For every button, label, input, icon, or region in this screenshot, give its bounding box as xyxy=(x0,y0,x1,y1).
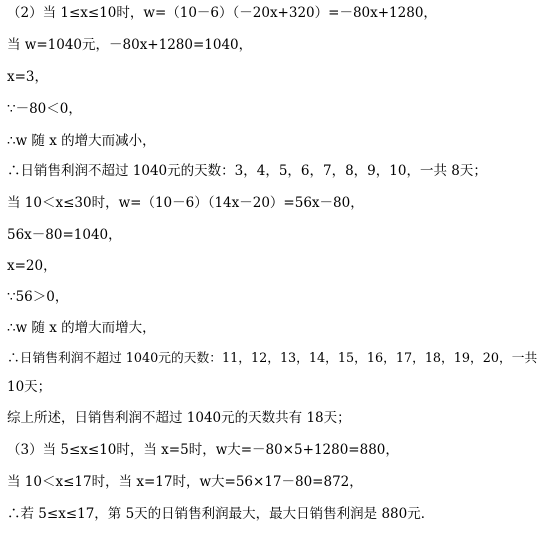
solution-line-10: ∵56＞0， xyxy=(7,289,69,305)
solution-line-16: 当 10＜x≤17时，当 x=17时，w大=56×17－80=872， xyxy=(7,474,363,490)
solution-line-4: ∵－80＜0， xyxy=(7,101,82,117)
solution-line-3: x=3， xyxy=(7,69,49,85)
solution-line-7: 当 10＜x≤30时，w=（10－6）（14x－20）=56x－80， xyxy=(7,195,364,211)
solution-line-17: ∴若 5≤x≤17，第 5天的日销售利润最大，最大日销售利润是 880元． xyxy=(7,506,435,522)
solution-line-5: ∴w 随 x 的增大而减小， xyxy=(7,133,156,149)
solution-line-8: 56x－80=1040， xyxy=(7,227,122,243)
solution-line-6: ∴日销售利润不超过 1040元的天数：3，4，5，6，7，8，9，10，一共 8天； xyxy=(7,163,487,179)
solution-line-9: x=20， xyxy=(7,258,57,274)
solution-line-1: （2）当 1≤x≤10时，w=（10－6）（－20x+320）=－80x+1280， xyxy=(7,5,437,21)
solution-line-13: 10天； xyxy=(7,379,52,395)
solution-line-15: （3）当 5≤x≤10时，当 x=5时，w大=－80×5+1280=880， xyxy=(7,442,399,458)
solution-line-2: 当 w=1040元，－80x+1280=1040， xyxy=(7,37,253,53)
solution-line-11: ∴w 随 x 的增大而增大， xyxy=(7,320,156,336)
solution-line-14: 综上所述，日销售利润不超过 1040元的天数共有 18天； xyxy=(7,410,351,426)
solution-line-12: ∴日销售利润不超过 1040元的天数：11，12，13，14，15，16，17，18，19，20，一共 xyxy=(7,351,538,366)
